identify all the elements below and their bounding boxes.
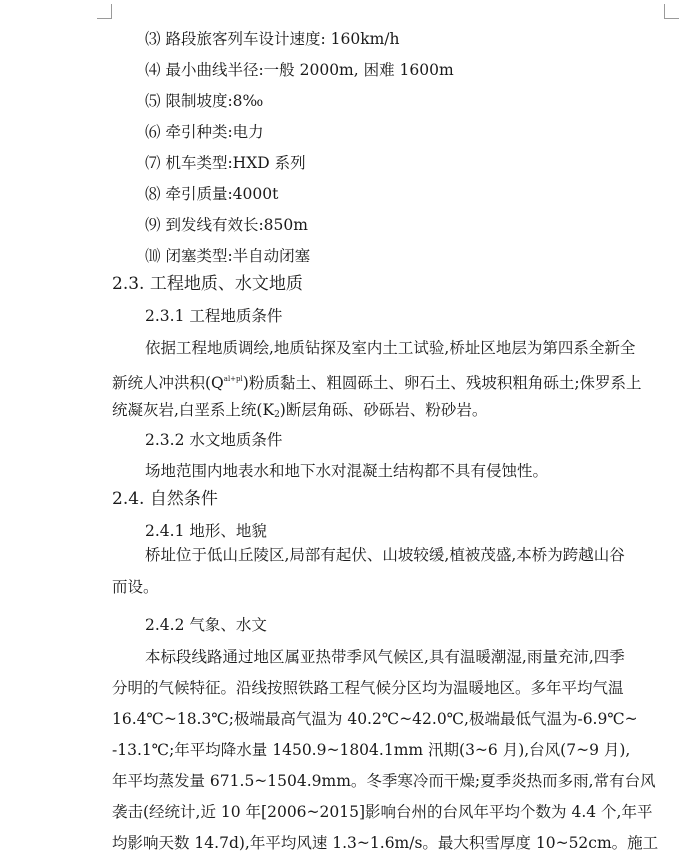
section-heading-2-3: 2.3. 工程地质、水文地质 bbox=[112, 274, 303, 294]
param-item-3: ⑶ 路段旅客列车设计速度: 160km/h bbox=[145, 30, 400, 48]
param-item-10: ⑽ 闭塞类型:半自动闭塞 bbox=[145, 247, 311, 265]
paragraph-line: 统凝灰岩,白垩系上统(K2)断层角砾、砂砾岩、粉砂岩。 bbox=[112, 401, 488, 420]
param-item-5: ⑸ 限制坡度:8‰ bbox=[145, 92, 264, 110]
paragraph-line: 新统人冲洪积$(Q^{al+pl})$粉质黏土、粗圆砾土、卵石土、残坡积粗角砾土;侏罗系上 bbox=[112, 374, 642, 392]
paragraph-line: 年平均蒸发量 671.5~1504.9mm。冬季寒冷而干燥;夏季炎热而多雨,常有台风 bbox=[112, 772, 656, 790]
paragraph-line: -13.1℃;年平均降水量 1450.9~1804.1mm 汛期(3~6 月),台风(7~9 月), bbox=[112, 741, 631, 759]
crop-mark-top-right bbox=[664, 4, 679, 19]
param-item-4: ⑷ 最小曲线半径:一般 2000m, 困难 1600m bbox=[145, 61, 454, 79]
paragraph-line: 本标段线路通过地区属亚热带季风气候区,具有温暖潮湿,雨量充沛,四季 bbox=[145, 648, 625, 666]
paragraph-line: 场地范围内地表水和地下水对混凝土结构都不具有侵蚀性。 bbox=[145, 462, 549, 480]
section-heading-2-4: 2.4. 自然条件 bbox=[112, 489, 218, 509]
param-item-8: ⑻ 牵引质量:4000t bbox=[145, 185, 279, 203]
subsection-title-2-3-2: 2.3.2 水文地质条件 bbox=[145, 431, 283, 449]
subsection-title-2-4-1: 2.4.1 地形、地貌 bbox=[145, 522, 267, 540]
paragraph-line: 16.4℃~18.3℃;极端最高气温为 40.2℃~42.0℃,极端最低气温为-6.9℃~ bbox=[112, 710, 638, 728]
paragraph-line: 而设。 bbox=[112, 578, 159, 596]
param-item-7: ⑺ 机车类型:HXD 系列 bbox=[145, 154, 306, 172]
param-item-6: ⑹ 牵引种类:电力 bbox=[145, 123, 264, 141]
subsection-title-2-3-1: 2.3.1 工程地质条件 bbox=[145, 307, 283, 325]
paragraph-line: 袭击(经统计,近 10 年[2006~2015]影响台州的台风年平均个数为 4.4 个,年平 bbox=[112, 803, 653, 821]
paragraph-line: 桥址位于低山丘陵区,局部有起伏、山坡较缓,植被茂盛,本桥为跨越山谷 bbox=[145, 546, 625, 564]
paragraph-line: 依据工程地质调绘,地质钻探及室内土工试验,桥址区地层为第四系全新全 bbox=[145, 339, 636, 357]
subsection-title-2-4-2: 2.4.2 气象、水文 bbox=[145, 616, 267, 634]
paragraph-line: 分明的气候特征。沿线按照铁路工程气候分区均为温暖地区。多年平均气温 bbox=[112, 679, 624, 697]
paragraph-line: 均影响天数 14.7d),年平均风速 1.3~1.6m/s。最大积雪厚度 10~52cm。施工 bbox=[112, 834, 659, 852]
param-item-9: ⑼ 到发线有效长:850m bbox=[145, 216, 308, 234]
crop-mark-top-left bbox=[97, 4, 112, 19]
